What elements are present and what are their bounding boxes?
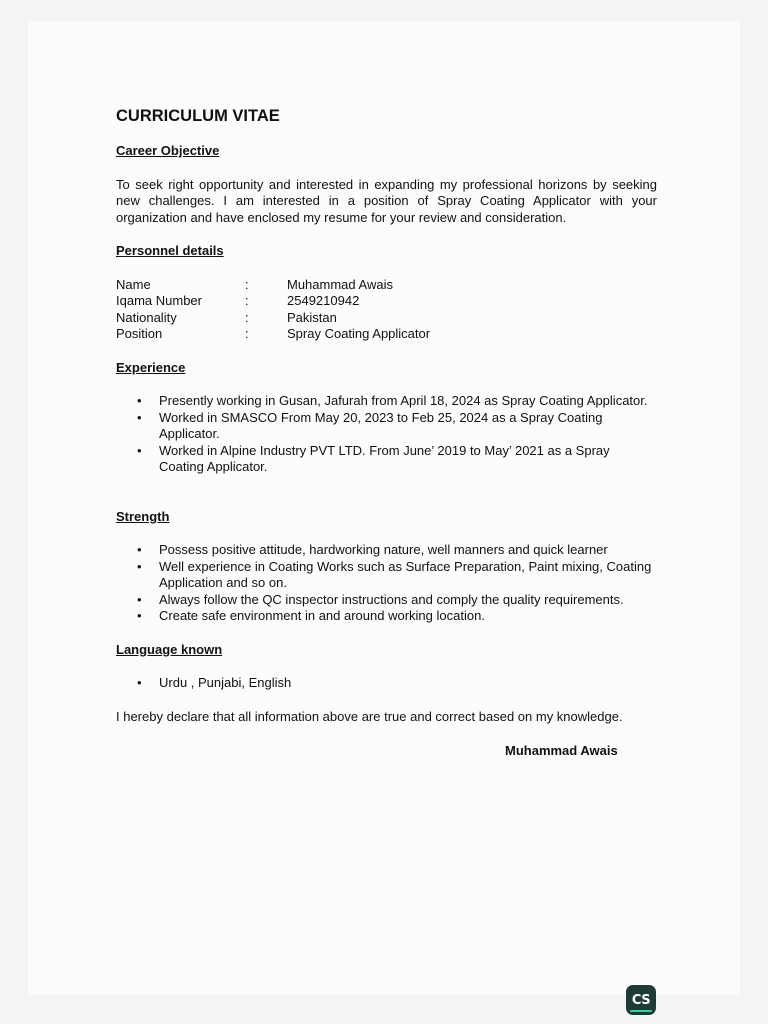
experience-heading: Experience (116, 359, 186, 375)
strength-heading: Strength (116, 508, 170, 524)
personnel-details-heading: Personnel details (116, 243, 224, 258)
detail-value: Spray Coating Applicator (287, 326, 431, 341)
list-item (116, 542, 657, 559)
cv-document (116, 106, 657, 725)
strength-item-text: Always follow the QC inspector instructions and comply the quality requirements. (159, 591, 624, 607)
bullet-icon: • (137, 591, 142, 607)
language-item-text: Urdu , Punjabi, English (159, 675, 292, 690)
experience-item-text: Worked in SMASCO From May 20, 2023 to Feb 25, 2024 as a Spray Coating Applicator. (159, 409, 603, 441)
list-item (116, 592, 657, 609)
strength-list (116, 542, 657, 625)
detail-row-nationality (116, 310, 657, 327)
list-item (116, 443, 657, 476)
experience-list (116, 393, 657, 476)
detail-value: 2549210942 (287, 293, 360, 308)
detail-value: Pakistan (287, 309, 337, 325)
bullet-icon: • (137, 409, 142, 425)
bullet-icon: • (137, 558, 142, 574)
list-item (116, 393, 657, 410)
language-known-heading: Language known (116, 641, 223, 657)
detail-value: Muhammad Awais (287, 276, 393, 292)
career-objective-heading: Career Objective (116, 143, 220, 158)
list-item (116, 675, 657, 692)
experience-item-text: Worked in Alpine Industry PVT LTD. From June’ 2019 to May’ 2021 as a Spray Coating Applicator. (159, 442, 610, 474)
bullet-icon: • (137, 542, 142, 557)
detail-separator: : (245, 309, 249, 325)
personnel-details-table (116, 277, 657, 343)
detail-separator: : (245, 293, 249, 308)
detail-label: Position (116, 326, 163, 341)
camscanner-logo-icon: CS (626, 985, 656, 1015)
signature-name: Muhammad Awais (505, 743, 618, 758)
document-title: CURRICULUM VITAE (116, 107, 280, 125)
detail-separator: : (245, 276, 249, 292)
bullet-icon: • (137, 442, 142, 458)
detail-separator: : (245, 326, 249, 341)
detail-label: Iqama Number (116, 293, 202, 308)
strength-item-text: Possess positive attitude, hardworking nature, well manners and quick learner (159, 542, 608, 557)
declaration-text: I hereby declare that all information above are true and correct based on my knowledge. (116, 708, 623, 724)
language-list (116, 675, 657, 692)
detail-row-name (116, 277, 657, 294)
list-item (116, 410, 657, 443)
detail-label: Nationality (116, 309, 177, 325)
experience-item-text: Presently working in Gusan, Jafurah from April 18, 2024 as Spray Coating Applicator. (159, 393, 648, 408)
detail-row-iqama (116, 293, 657, 310)
detail-row-position (116, 326, 657, 343)
bullet-icon: • (137, 608, 142, 623)
detail-label: Name (116, 276, 151, 292)
list-item (116, 608, 657, 625)
bullet-icon: • (137, 675, 142, 690)
bullet-icon: • (137, 393, 142, 408)
list-item (116, 559, 657, 592)
strength-item-text: Well experience in Coating Works such as Surface Preparation, Paint mixing, Coating Application and so on. (159, 558, 652, 590)
strength-item-text: Create safe environment in and around working location. (159, 608, 485, 623)
career-objective-text: To seek right opportunity and interested in expanding my professional horizons by seeking new challenges. I am interested in a position of Spray Coating Applicator with your organization and have enclosed my resume for your review and consideration. (116, 176, 657, 225)
